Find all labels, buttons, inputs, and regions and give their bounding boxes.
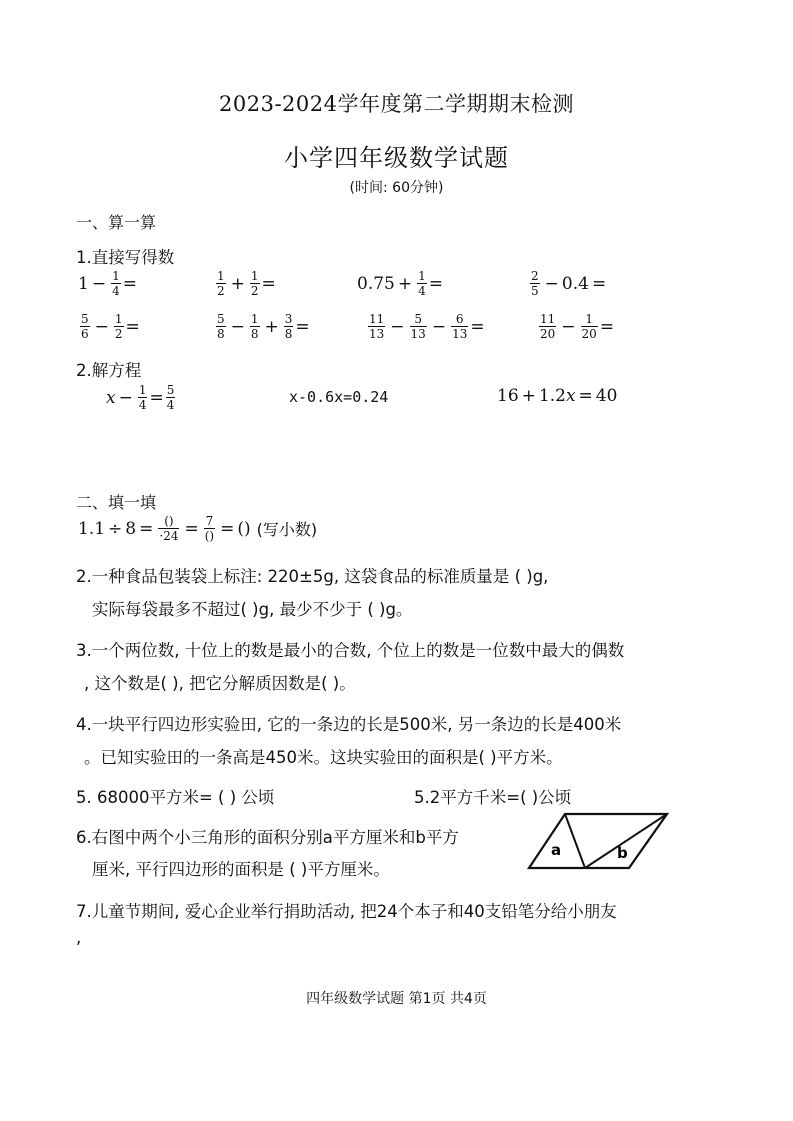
equation-3: 16 + 1.2 x = 40 [497, 386, 618, 406]
fill-q7-line2: , [76, 928, 82, 947]
label-a: a [551, 841, 562, 859]
section-2-heading: 二、填一填 [76, 493, 157, 512]
exam-title: 2023-2024学年度第二学期期末检测 [219, 92, 574, 116]
triangle-a-edge [565, 814, 585, 868]
fill-q6-line2: 厘米, 平行四边形的面积是 ( )平方厘米。 [92, 860, 390, 879]
fill-q2-line2: 实际每袋最多不超过( )g, 最少不少于 ( )g。 [92, 600, 413, 619]
fill-q3-line2: , 这个数是( ), 把它分解质因数是( )。 [84, 674, 356, 693]
calc-item-2-3: $\frac{11}{13}$ − $\frac{5}{13}$ − $\frac{6}{13}$ = [369, 312, 485, 341]
time-note: (时间: 60分钟) [349, 180, 444, 196]
fill-q5-part1: 5. 68000平方米= ( ) 公顷 [76, 788, 275, 807]
page-footer: 四年级数学试题 第1页 共4页 [306, 991, 487, 1007]
fill-q5-part2: 5.2平方千米=( )公顷 [414, 788, 572, 807]
section-1-heading: 一、算一算 [76, 213, 157, 232]
exam-subtitle: 小学四年级数学试题 [284, 144, 509, 172]
q2-solve-equations-label: 2.解方程 [76, 361, 142, 380]
parallelogram-figure [527, 812, 669, 870]
calc-item-1-3: 0.75 + $\frac{1}{4}$ = [357, 269, 443, 298]
calc-item-2-2: $\frac{5}{8}$ − $\frac{1}{8}$ + $\frac{3}{8}$ = [217, 312, 310, 341]
fill-q7-line1: 7.儿童节期间, 爱心企业举行捐助活动, 把24个本子和40支铅笔分给小朋友 [76, 902, 617, 921]
calc-item-2-4: $\frac{11}{20}$ − $\frac{1}{20}$ = [540, 312, 615, 341]
label-b: b [617, 844, 628, 862]
fill-q1-expression: 1.1 ÷ 8 = $\frac{()}{\cdot 24}$ = $\frac{7}{()}$ = () (写小数) [78, 514, 318, 543]
calc-item-1-4: $\frac{2}{5}$ − 0.4 = [531, 269, 607, 298]
fill-q4-line2: 。已知实验田的一条高是450米。这块实验田的面积是( )平方米。 [84, 748, 563, 767]
fill-q6-line1: 6.右图中两个小三角形的面积分别a平方厘米和b平方 [76, 828, 459, 847]
fill-q3-line1: 3.一个两位数, 十位上的数是最小的合数, 个位上的数是一位数中最大的偶数 [76, 641, 625, 660]
calc-item-2-1: $\frac{5}{6}$ − $\frac{1}{2}$ = [81, 312, 140, 341]
equation-1: x − $\frac{1}{4}$ = $\frac{5}{4}$ [106, 383, 175, 412]
calc-item-1-2: $\frac{1}{2}$ + $\frac{1}{2}$ = [217, 269, 276, 298]
fill-q4-line1: 4.一块平行四边形实验田, 它的一条边的长是500米, 另一条边的长是400米 [76, 715, 622, 734]
fill-q2-line1: 2.一种食品包装袋上标注: 220±5g, 这袋食品的标准质量是 ( )g, [76, 567, 549, 586]
calc-item-1-1: 1 − $\frac{1}{4}$ = [78, 269, 137, 298]
equation-2: x-0.6x=0.24 [289, 388, 389, 406]
q1-direct-calc-label: 1.直接写得数 [76, 248, 175, 267]
